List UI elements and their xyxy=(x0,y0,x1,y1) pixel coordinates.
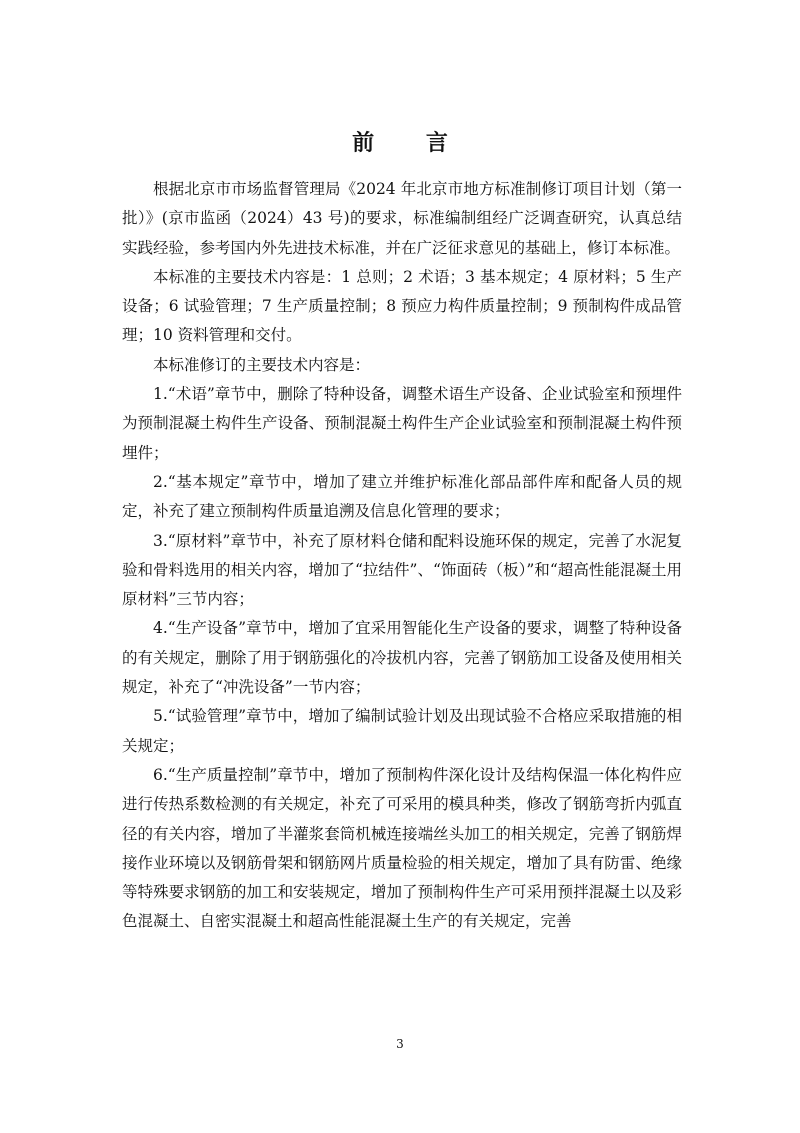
paragraph-item-5: 5.“试验管理”章节中，增加了编制试验计划及出现试验不合格应采取措施的相关规定； xyxy=(122,707,682,755)
document-body xyxy=(122,175,682,937)
paragraph-basis: 根据北京市市场监督管理局《2024 年北京市地方标准制修订项目计划（第一批）》(京市监函（2024）43 号)的要求，标准编制组经广泛调查研究，认真总结实践经验，参考国内外先进技术标准，并在广泛征求意见的基础上，修订本标准。 xyxy=(122,180,682,257)
page-title: 前 言 xyxy=(352,130,470,156)
paragraph-revision-intro: 本标准修订的主要技术内容是： xyxy=(153,355,371,374)
paragraph-main-content: 本标准的主要技术内容是：1 总则；2 术语；3 基本规定；4 原材料；5 生产设备；6 试验管理；7 生产质量控制；8 预应力构件质量控制；9 预制构件成品管理；10 资料管理和交付。 xyxy=(122,267,682,345)
paragraph-item-2: 2.“基本规定”章节中，增加了建立并维护标准化部品部件库和配备人员的规定，补充了建立预制构件质量追溯及信息化管理的要求； xyxy=(122,472,682,521)
paragraph-item-4: 4.“生产设备”章节中，增加了宜采用智能化生产设备的要求，调整了特种设备的有关规定，删除了用于钢筋强化的冷拔机内容，完善了钢筋加工设备及使用相关规定，补充了“冲洗设备”一节内容； xyxy=(122,619,682,697)
page-number: 3 xyxy=(396,1037,404,1051)
paragraph-item-3: 3.“原材料”章节中，补充了原材料仓储和配料设施环保的规定，完善了水泥复验和骨料选用的相关内容，增加了“拉结件”、“饰面砖（板）”和“超高性能混凝土用原材料”三节内容； xyxy=(122,531,682,609)
paragraph-item-6: 6.“生产质量控制”章节中，增加了预制构件深化设计及结构保温一体化构件应进行传热系数检测的有关规定，补充了可采用的模具种类，修改了钢筋弯折内弧直径的有关内容，增加了半灌浆套筒机械连接端丝头加工的相关规定，完善了钢筋焊接作业环境以及钢筋骨架和钢筋网片质量检验的相关规定，增加了具有防雷、绝缘等特殊要求钢筋的加工和安装规定，增加了预制构件生产可采用预拌混凝土以及彩色混凝土、自密实混凝土和超高性能混凝土生产的有关规定，完善 xyxy=(122,765,682,931)
paragraph-item-1: 1.“术语”章节中，删除了特种设备，调整术语生产设备、企业试验室和预埋件为预制混凝土构件生产设备、预制混凝土构件生产企业试验室和预制混凝土构件预埋件； xyxy=(122,385,682,462)
